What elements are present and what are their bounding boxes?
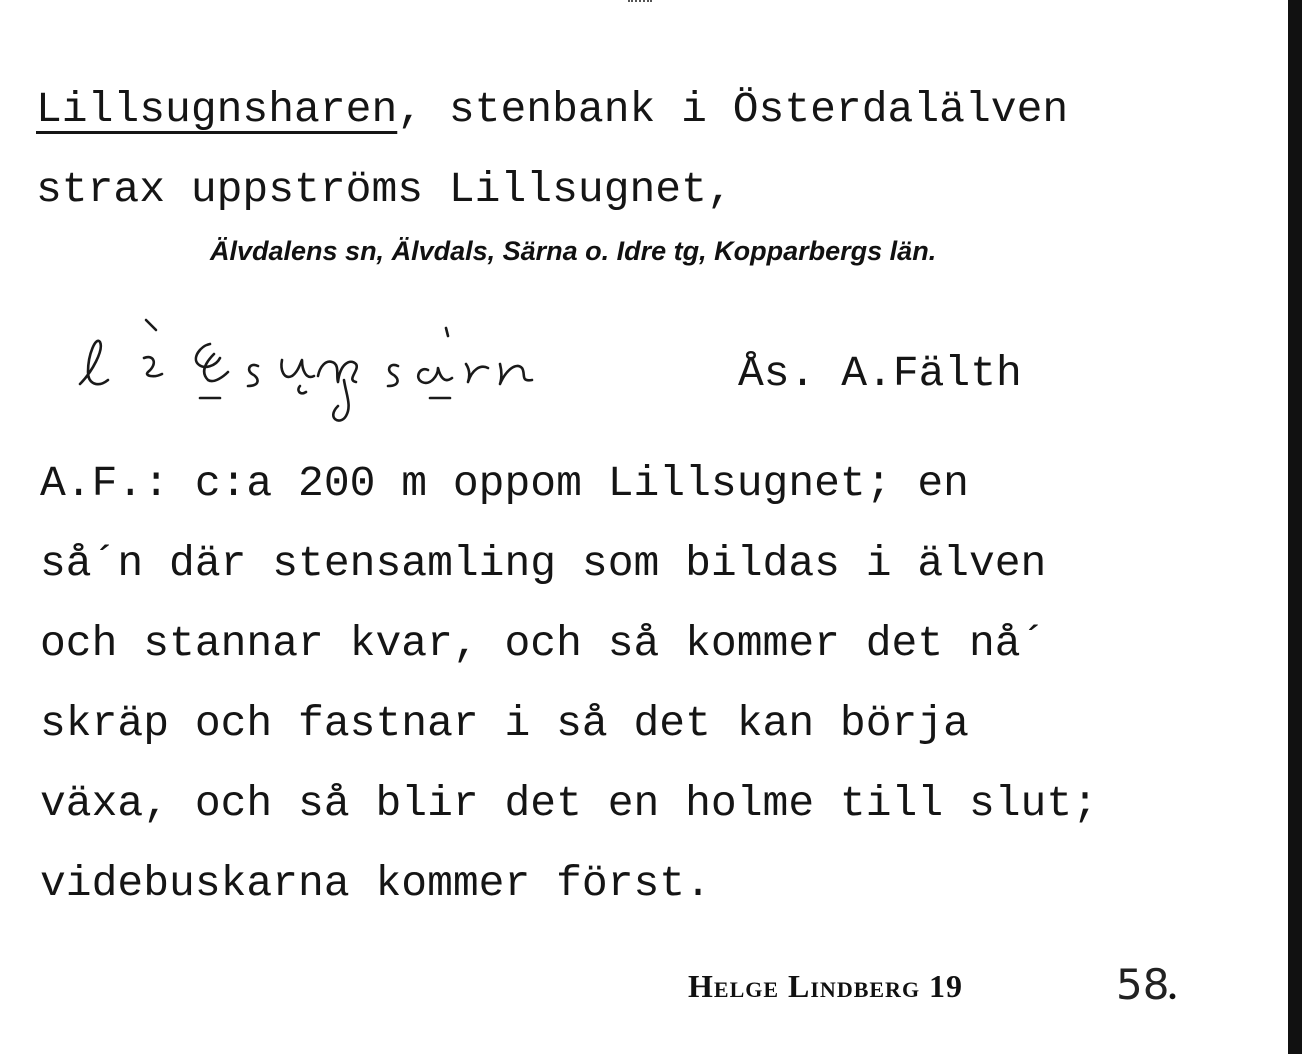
location-line: strax uppströms Lillsugnet,	[36, 165, 733, 214]
body-line-1: A.F.: c:a 200 m oppom Lillsugnet; en	[40, 459, 969, 508]
year-handwritten: 58	[1116, 960, 1170, 1009]
body-line-2: så´n där stensamling som bildas i älven	[40, 539, 1047, 588]
body-line-6: videbuskarna kommer först.	[40, 859, 711, 908]
headword: Lillsugnsharen	[36, 85, 398, 134]
body-line-5: växa, och så blir det en holme till slut;	[40, 779, 1098, 828]
administrative-region: Älvdalens sn, Älvdals, Särna o. Idre tg, Kopparbergs län.	[210, 236, 937, 266]
collector-signature: Helge Lindberg 19	[688, 968, 964, 1004]
body-line-3: och stannar kvar, och så kommer det nå´	[40, 619, 1047, 668]
handwritten-pronunciation	[74, 314, 594, 449]
top-edge-marks	[628, 0, 652, 6]
title-line-rest: , stenbank i Österdalälven	[397, 85, 1069, 134]
body-line-4: skräp och fastnar i så det kan börja	[40, 699, 969, 748]
handwriting-drawing	[74, 314, 594, 444]
title-line	[36, 85, 1069, 134]
card-right-edge	[1288, 0, 1302, 1054]
informant-source: Ås. A.Fälth	[738, 349, 1022, 398]
year-end-dot: .	[1168, 967, 1177, 1007]
